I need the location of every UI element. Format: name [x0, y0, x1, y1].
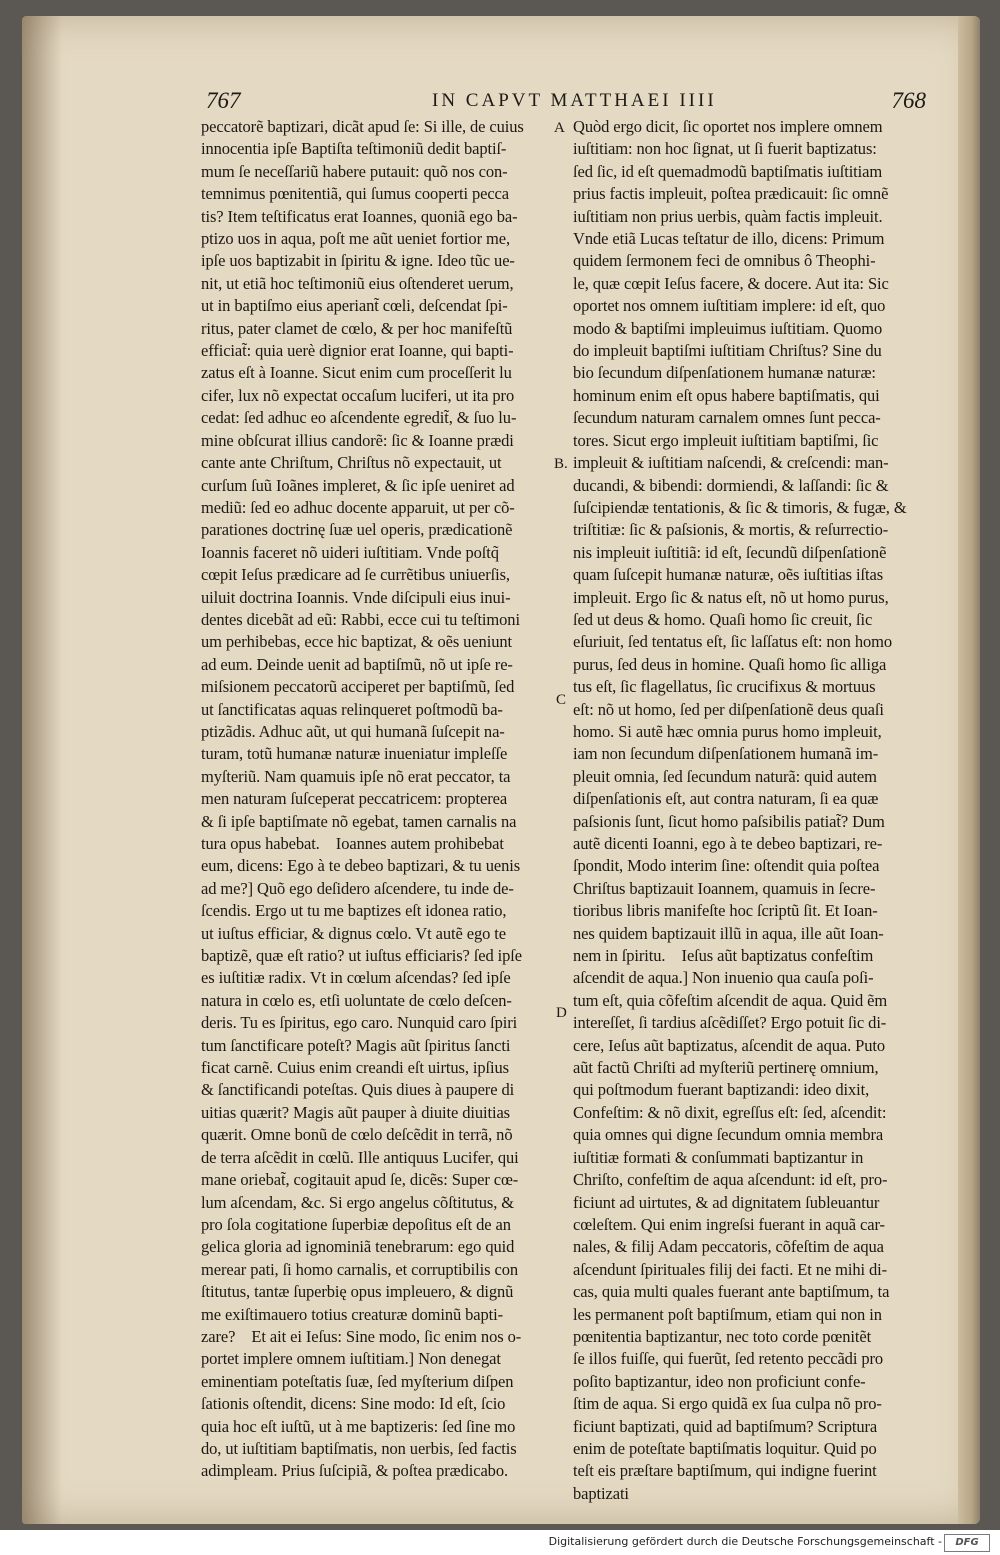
- section-marker-d: D: [556, 1005, 567, 1021]
- text-line: deris. Tu es ſpiritus, ego caro. Nunquid caro ſpiri: [201, 1013, 518, 1033]
- text-line: Ioannis faceret nõ uideri iuſtitiam. Vnde poſtq̃: [201, 542, 499, 562]
- text-line: impleuit. Ergo ſic & natus eſt, nõ ut homo purus,: [573, 587, 889, 607]
- text-line: efficiat̃: quia uerè dignior erat Ioanne, qui bapti-: [201, 341, 514, 361]
- text-line: merear pati, ſi homo carnalis, et corruptibilis con: [201, 1259, 519, 1279]
- text-line: ducandi, & bibendi: dormiendi, & laſſandi: ſic &: [573, 475, 889, 495]
- text-line: myſteriũ. Nam quamuis ipſe nõ erat peccator, ta: [201, 766, 511, 786]
- text-line: natura in cœlo es, etſi uoluntate de cœlo deſcen-: [201, 990, 512, 1010]
- text-line: ut ſanctificatas aquas relinqueret poſtmodũ ba-: [201, 699, 503, 719]
- text-line: cante ante Chriſtum, Chriſtus nõ expectauit, ut: [201, 453, 502, 473]
- text-line: modo & baptiſmi impleuimus iuſtitiam. Quomo: [573, 318, 883, 338]
- text-line: zatus eſt à Ioanne. Sicut enim cum proceſſerit lu: [201, 363, 512, 383]
- text-line: tores. Sicut ergo impleuit iuſtitiam baptiſmi, ſic: [573, 430, 879, 450]
- text-line: qui poſtmodum fuerant baptizandi: ideo dixit,: [573, 1080, 870, 1100]
- text-line: ſcendis. Ergo ut tu me baptizes eſt idonea ratio,: [201, 901, 507, 921]
- text-line: ſecundum naturam carnalem omnes ſunt pecca-: [573, 408, 881, 428]
- text-line: teſt eis præſtare baptiſmum, qui indigne fuerint: [573, 1461, 877, 1481]
- text-line: innocentia ipſe Baptiſta teſtimoniũ dedit baptiſ-: [201, 139, 507, 159]
- text-line: enim de poteſtate baptiſmatis loquitur. Quid po: [573, 1438, 877, 1458]
- text-line: & ſanctificandi poteſtas. Quis diues à paupere di: [201, 1080, 515, 1100]
- text-line: cifer, lux nõ expectat occaſum luciferi, ut ita pro: [201, 385, 515, 405]
- text-line: iuſtitiam non prius uerbis, quàm factis impleuit.: [573, 206, 883, 226]
- text-line: cedat: ſed adhuc eo aſcendente egredit̃, & ſuo lu-: [201, 408, 517, 428]
- text-line: ptizo uos in aqua, poſt me aũt ueniet fortior me,: [201, 229, 510, 249]
- text-line: temnimus pœnitentiã, qui ſumus cooperti pecca: [201, 184, 510, 204]
- text-line: ſtim de aqua. Si ergo quidã ex ſua culpa nõ pro-: [573, 1394, 882, 1414]
- text-line: aſcendit de aqua.] Non inuenio qua cauſa poſi-: [573, 968, 874, 988]
- text-line: oportet nos omnem iuſtitiam implere: id eſt, quo: [573, 296, 886, 316]
- section-marker-a: A: [554, 120, 565, 136]
- text-line: quia hoc eſt iuſtũ, ut à me baptizeris: ſed ſine mo: [201, 1416, 516, 1436]
- text-line: nem in ſpiritu. Ieſus aũt baptizatus confeſtim: [573, 946, 874, 966]
- page-number-right: 768: [891, 88, 926, 113]
- text-line: ficat carnẽ. Cuius enim creandi eſt uirtus, ipſius: [201, 1058, 509, 1078]
- text-line: pœnitentia baptizantur, nec toto corde pœnitẽt: [573, 1326, 872, 1346]
- text-line: baptizẽ, quæ eſt ratio? ut iuſtus efficiaris? ſed ipſe: [201, 946, 522, 966]
- text-line: ficiunt ad uirtutes, & ad dignitatem ſubleuantur: [573, 1192, 880, 1212]
- text-line: Quòd ergo dicit, ſic oportet nos implere omnem: [573, 117, 883, 136]
- text-line: baptizati: [573, 1483, 629, 1503]
- text-line: me exiſtimauero totius creaturæ dominũ bapti-: [201, 1304, 504, 1324]
- text-line: les permanent poſt baptiſmum, etiam qui non in: [573, 1304, 882, 1324]
- text-line: lum aſcendam, &c. Si ergo angelus cõſtitutus, &: [201, 1192, 515, 1212]
- text-line: iuſtitiam: non hoc ſignat, ut ſi fuerit baptizatus:: [573, 139, 877, 159]
- text-line: zare? Et ait ei Ieſus: Sine modo, ſic enim nos o-: [201, 1326, 522, 1346]
- text-line: iam non ſecundum diſpenſationem humanã im-: [573, 744, 879, 764]
- text-line: tioribus libris manifeſte hoc ſcriptũ ſit. Et Ioan-: [573, 901, 878, 921]
- text-line: quærit. Omne bonũ de cœlo deſcẽdit in terrã, nõ: [201, 1125, 513, 1145]
- text-line: tum eſt, quia cõfeſtim aſcendit de aqua. Quid ẽm: [573, 990, 888, 1010]
- text-line: homo. Si autẽ hæc omnia purus homo impleuit,: [573, 721, 882, 741]
- text-line: aũt factũ Chriſti ad myſteriũ pertinerę omnium,: [573, 1058, 879, 1078]
- text-line: tum ſanctificare poteſt? Magis aũt ſpiritus ſancti: [201, 1035, 511, 1055]
- text-line: ut in baptiſmo eius aperiant̃ cœli, deſcendat ſpi-: [201, 296, 508, 316]
- text-line: ut iuſtus efficiar, & dignus cœlo. Vt autẽ ego te: [201, 923, 506, 943]
- section-marker-c: C: [556, 692, 567, 708]
- page-edge: [958, 16, 980, 1524]
- text-line: intereſſet, ſi tardius aſcẽdiſſet? Ergo potuit ſic di-: [573, 1013, 887, 1033]
- text-line: do, ut iuſtitiam baptiſmatis, non uerbis, ſed factis: [201, 1438, 517, 1458]
- text-line: ſationis oſtendit, dicens: Sine modo: Id eſt, ſcio: [201, 1394, 506, 1414]
- text-line: eminentiam poteſtatis ſuæ, ſed myſterium diſpen: [201, 1371, 514, 1391]
- text-line: mum ſe neceſſariũ habere putauit: quõ nos con-: [201, 161, 508, 181]
- text-line: ſtitutus, tantæ ſuperbię opus impleuero, & dignũ: [201, 1282, 514, 1302]
- dfg-logo: DFG: [944, 1534, 990, 1552]
- section-marker-b: B.: [554, 456, 568, 472]
- text-line: adimpleam. Prius ſuſcipiã, & poſtea prædicabo.: [201, 1461, 508, 1481]
- text-line: men naturam ſuſceperat peccatricem: propterea: [201, 789, 508, 809]
- left-text-column: [201, 116, 549, 1483]
- text-line: eſuriuit, ſed tentatus eſt, ſic laſſatus eſt: non homo: [573, 632, 893, 652]
- text-line: ipſe uos baptizabit in ſpiritu & igne. Ideo tũc ue-: [201, 251, 515, 271]
- text-line: es iuſtitiæ radix. Vt in cœlum aſcendas? ſed ipſe: [201, 968, 511, 988]
- text-line: um perhibebas, ecce hic baptizat, & oẽs ueniunt: [201, 632, 512, 652]
- text-line: do impleuit baptiſmi iuſtitiam Chriſtus? Sine du: [573, 341, 882, 361]
- text-line: nes quidem baptizauit illũ in aqua, ille aũt Ioan-: [573, 923, 884, 943]
- text-line: dentes dicebãt ad eũ: Rabbi, ecce cui tu teſtimoni: [201, 609, 520, 629]
- text-line: prius factis impleuit, poſtea prædicauit: ſic omnẽ: [573, 184, 889, 204]
- text-line: ſe illos fuiſſe, qui fuerũt, ſed retento peccãdi pro: [573, 1349, 884, 1369]
- text-line: ritus, pater clamet de cœlo, & per hoc manifeſtũ: [201, 318, 513, 338]
- text-line: ficiunt baptizati, quid ad baptiſmum? Scriptura: [573, 1416, 878, 1436]
- text-line: tura opus habebat. Ioannes autem prohibebat: [201, 834, 504, 853]
- text-line: cœpit Ieſus prædicare ad ſe currẽtibus uniuerſis,: [201, 565, 510, 585]
- text-line: autẽ dicenti Ioanni, ego à te debeo baptizari, re-: [573, 834, 883, 853]
- text-line: hominum enim eſt opus habere baptiſmatis, qui: [573, 385, 880, 405]
- text-line: ſuſcipiendæ tentationis, & ſic & timoris, & fugæ, &: [573, 497, 907, 517]
- text-line: mediũ: ſed eo adhuc docente apparuit, ut per cõ-: [201, 497, 515, 517]
- text-line: ſpondit, Modo interim ſine: oſtendit quia poſtea: [573, 856, 880, 876]
- text-line: tus eſt, ſic flagellatus, ſic crucifixus & mortuus: [573, 677, 876, 697]
- text-line: portet implere omnem iuſtitiam.] Non denegat: [201, 1349, 501, 1369]
- running-header: [206, 88, 926, 114]
- text-line: cas, quia multi quales fuerant ante baptiſmum, ta: [573, 1282, 890, 1302]
- text-line: le, quæ cœpit Ieſus facere, & docere. Aut ita: Sic: [573, 273, 889, 293]
- funding-notice: Digitalisierung gefördert durch die Deutsche Forschungsgemeinschaft -: [548, 1535, 942, 1548]
- text-line: ad eum. Deinde uenit ad baptiſmũ, nõ ut ipſe re-: [201, 654, 513, 674]
- text-line: Confeſtim: & nõ dixit, egreſſus eſt: ſed, aſcendit:: [573, 1102, 887, 1122]
- text-line: ſed ut deus & homo. Quaſi homo ſic creuit, ſic: [573, 609, 873, 629]
- text-line: miſsionem peccatorũ acciperet per baptiſmũ, ſed: [201, 677, 515, 697]
- text-line: quidem ſermonem feci de omnibus ô Theophi-: [573, 251, 876, 271]
- text-line: curſum ſuũ Ioãnes impleret, & ſic ipſe ueniret ad: [201, 475, 515, 495]
- text-line: cere, Ieſus aũt baptizatus, aſcendit de aqua. Puto: [573, 1035, 886, 1055]
- text-line: Chriſtus baptizauit Ioannem, quamuis in ſecre-: [573, 878, 876, 898]
- text-line: ptizãdis. Adhuc aũt, ut qui humanã ſuſcepit na-: [201, 721, 505, 741]
- text-line: pleuit omnia, ſed ſecundum naturã: quid autem: [573, 766, 877, 786]
- footer-bar: [0, 1530, 1000, 1555]
- text-line: bio ſecundum diſpenſationem humanæ naturæ:: [573, 363, 876, 383]
- right-text-column: [573, 116, 931, 1505]
- text-line: uitias quærit? Magis aũt pauper à diuite diuitias: [201, 1102, 510, 1122]
- text-line: cœleſtem. Qui enim ingreſsi fuerant in aquã car-: [573, 1214, 885, 1234]
- text-line: impleuit & iuſtitiam naſcendi, & creſcendi: man-: [573, 453, 889, 473]
- text-line: eſt: nõ ut homo, ſed per diſpenſationẽ deus quaſi: [573, 699, 884, 719]
- text-line: mane oriebat̃, cogitauit apud ſe, dicẽs: Super cœ-: [201, 1170, 519, 1190]
- running-title: IN CAPVT MATTHAEI IIII: [432, 90, 717, 111]
- text-line: gelica gloria ad ignominiã tenebrarum: ego quid: [201, 1237, 515, 1257]
- text-line: purus, ſed deus in homine. Quaſi homo ſic alliga: [573, 654, 887, 674]
- text-line: nis impleuit iuſtitiã: id eſt, ſecundũ diſpenſationẽ: [573, 542, 887, 562]
- text-line: turam, totũ humanæ naturæ inueniatur impleſſe: [201, 744, 508, 764]
- text-line: ſed ſic, id eſt quemadmodũ baptiſmatis iuſtitiam: [573, 161, 883, 181]
- text-line: iuſtitiæ formati & conſummati baptizantur in: [573, 1147, 864, 1167]
- text-line: paſsionis ſunt, ſicut homo paſsibilis patiat̃? Dum: [573, 811, 885, 831]
- text-line: nit, ut etiã hoc teſtimoniũ eius oſtenderet uerum,: [201, 273, 514, 293]
- text-line: Chriſto, confeſtim de aqua aſcendunt: id eſt, pro-: [573, 1170, 888, 1190]
- text-line: uiluit doctrina Ioannis. Vnde diſcipuli eius inui-: [201, 587, 511, 607]
- text-line: tis? Item teſtificatus erat Ioannes, quoniã ego ba-: [201, 206, 518, 226]
- text-line: mine obſcurat illius candorẽ: ſic & Ioanne prædi: [201, 430, 514, 450]
- text-line: eum, dicens: Ego à te debeo baptizari, & tu uenis: [201, 856, 521, 876]
- text-line: parationes doctrinę ſuæ uel operis, prædicationẽ: [201, 520, 513, 540]
- text-line: diſpenſationis eſt, aut contra naturam, ſi ea quæ: [573, 789, 879, 809]
- text-line: quam ſuſcepit humanæ naturæ, oẽs iuſtitias iſtas: [573, 565, 884, 585]
- text-line: ad me?] Quõ ego deſidero aſcendere, tu inde de-: [201, 878, 514, 898]
- text-line: de terra aſcẽdit in cœlũ. Ille antiquus Lucifer, qui: [201, 1147, 519, 1167]
- text-line: poſito baptizantur, ideo non proficiunt confe-: [573, 1371, 866, 1391]
- text-line: quia omnes qui digne ſecundum omnia membra: [573, 1125, 884, 1145]
- text-line: triſtitiæ: ſic & paſsionis, & mortis, & reſurrectio-: [573, 520, 889, 540]
- text-line: Vnde etiã Lucas teſtatur de illo, dicens: Primum: [573, 229, 885, 249]
- text-line: peccatorẽ baptizari, dicãt apud ſe: Si ille, de cuius: [201, 117, 524, 136]
- text-line: pro ſola cogitatione ſuperbiæ depoſitus eſt de an: [201, 1214, 511, 1234]
- text-line: & ſi ipſe baptiſmate nõ egebat, tamen carnalis na: [201, 811, 517, 831]
- text-line: aſcendunt ſpirituales filij dei facti. Et ne mihi di-: [573, 1259, 888, 1279]
- text-line: nales, & filij Adam peccatoris, cõfeſtim de aqua: [573, 1237, 884, 1257]
- page-gutter-shadow: [22, 16, 62, 1524]
- page-number-left: 767: [206, 88, 241, 113]
